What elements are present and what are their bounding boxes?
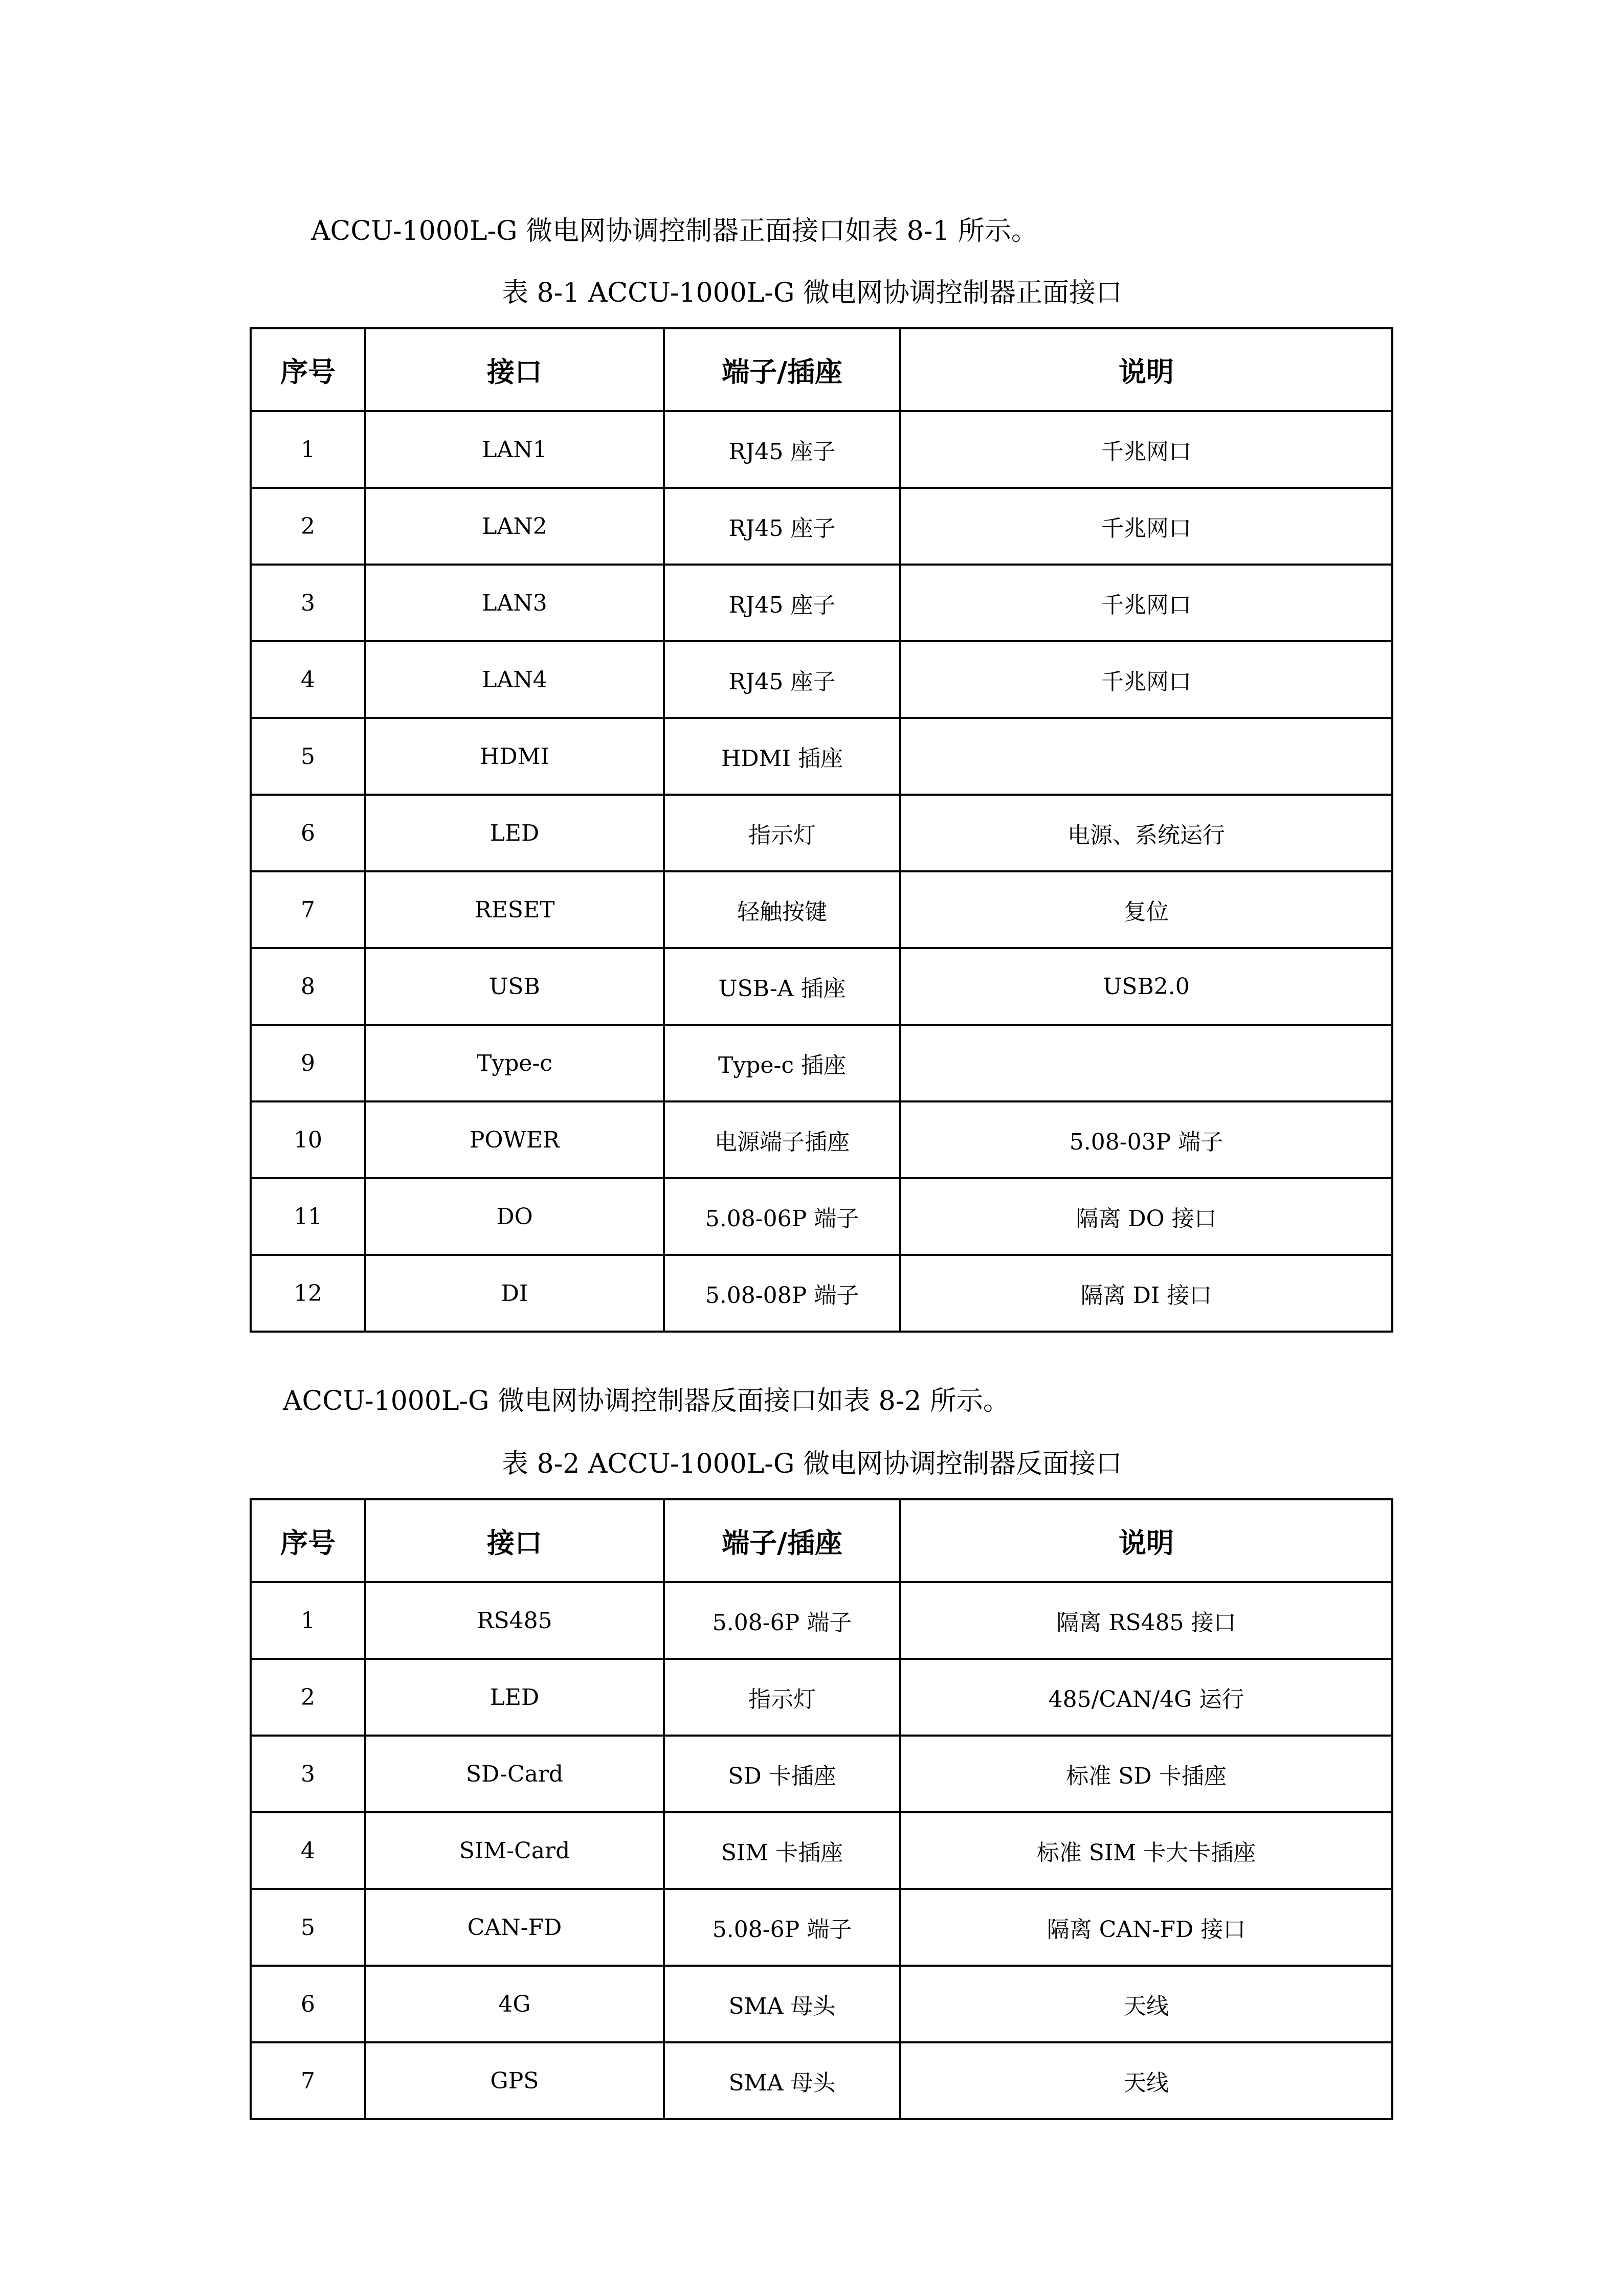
cell-index: 4 [251, 641, 365, 718]
cell-terminal: HDMI 插座 [664, 718, 900, 795]
table-row [251, 1255, 1392, 1332]
cell-terminal: RJ45 座子 [664, 411, 900, 488]
table-row [251, 718, 1392, 795]
cell-interface: DO [365, 1178, 664, 1255]
cell-description: 485/CAN/4G 运行 [900, 1659, 1392, 1736]
cell-description: 千兆网口 [900, 565, 1392, 641]
header-interface: 接口 [365, 328, 664, 411]
cell-interface: LAN1 [365, 411, 664, 488]
cell-index: 4 [251, 1812, 365, 1889]
cell-terminal: SMA 母头 [664, 2042, 900, 2119]
cell-description: 千兆网口 [900, 641, 1392, 718]
cell-terminal: RJ45 座子 [664, 565, 900, 641]
cell-index: 2 [251, 1659, 365, 1736]
cell-terminal: SIM 卡插座 [664, 1812, 900, 1889]
cell-description: 千兆网口 [900, 411, 1392, 488]
table2-caption: 表 8-2 ACCU-1000L-G 微电网协调控制器反面接口 [502, 1449, 1122, 1479]
cell-interface: DI [365, 1255, 664, 1332]
header-terminal: 端子/插座 [664, 1499, 900, 1582]
cell-interface: LED [365, 795, 664, 871]
cell-index: 1 [251, 411, 365, 488]
cell-description: 5.08-03P 端子 [900, 1101, 1392, 1178]
cell-terminal: 轻触按键 [664, 871, 900, 948]
table-row [251, 2042, 1392, 2119]
table-row [251, 1178, 1392, 1255]
cell-terminal: SD 卡插座 [664, 1736, 900, 1812]
cell-interface: LAN2 [365, 488, 664, 565]
cell-index: 1 [251, 1582, 365, 1659]
cell-description: 隔离 RS485 接口 [900, 1582, 1392, 1659]
cell-interface: RS485 [365, 1582, 664, 1659]
cell-description: 隔离 DO 接口 [900, 1178, 1392, 1255]
cell-description: 标准 SIM 卡大卡插座 [900, 1812, 1392, 1889]
cell-terminal: 电源端子插座 [664, 1101, 900, 1178]
table-row [251, 1966, 1392, 2042]
cell-index: 10 [251, 1101, 365, 1178]
cell-terminal: SMA 母头 [664, 1966, 900, 2042]
table-row [251, 1025, 1392, 1101]
cell-index: 11 [251, 1178, 365, 1255]
cell-index: 5 [251, 1889, 365, 1966]
header-index: 序号 [251, 328, 365, 411]
cell-terminal: 5.08-6P 端子 [664, 1889, 900, 1966]
cell-interface: CAN-FD [365, 1889, 664, 1966]
cell-terminal: RJ45 座子 [664, 488, 900, 565]
cell-interface: POWER [365, 1101, 664, 1178]
cell-index: 5 [251, 718, 365, 795]
table-row [251, 411, 1392, 488]
front-interface-table [250, 327, 1393, 1333]
cell-terminal: 指示灯 [664, 1659, 900, 1736]
cell-description [900, 718, 1392, 795]
cell-terminal: 指示灯 [664, 795, 900, 871]
table-row [251, 1812, 1392, 1889]
cell-description: 复位 [900, 871, 1392, 948]
header-terminal: 端子/插座 [664, 328, 900, 411]
header-description: 说明 [900, 328, 1392, 411]
cell-terminal: USB-A 插座 [664, 948, 900, 1025]
cell-interface: USB [365, 948, 664, 1025]
rear-interface-table [250, 1498, 1393, 2120]
cell-index: 12 [251, 1255, 365, 1332]
cell-interface: RESET [365, 871, 664, 948]
cell-interface: LAN3 [365, 565, 664, 641]
table-header-row [251, 1499, 1392, 1582]
cell-terminal: Type-c 插座 [664, 1025, 900, 1101]
cell-terminal: RJ45 座子 [664, 641, 900, 718]
table-header-row [251, 328, 1392, 411]
cell-index: 3 [251, 565, 365, 641]
cell-description: 天线 [900, 1966, 1392, 2042]
cell-description: 标准 SD 卡插座 [900, 1736, 1392, 1812]
table-row [251, 1889, 1392, 1966]
table-row [251, 1736, 1392, 1812]
cell-index: 9 [251, 1025, 365, 1101]
section2-intro: ACCU-1000L-G 微电网协调控制器反面接口如表 8-2 所示。 [283, 1386, 1010, 1416]
header-index: 序号 [251, 1499, 365, 1582]
cell-interface: GPS [365, 2042, 664, 2119]
table-row [251, 948, 1392, 1025]
cell-interface: LAN4 [365, 641, 664, 718]
cell-description: 隔离 DI 接口 [900, 1255, 1392, 1332]
cell-interface: HDMI [365, 718, 664, 795]
cell-description: 隔离 CAN-FD 接口 [900, 1889, 1392, 1966]
table-row [251, 1659, 1392, 1736]
section1-intro: ACCU-1000L-G 微电网协调控制器正面接口如表 8-1 所示。 [311, 216, 1038, 246]
cell-interface: LED [365, 1659, 664, 1736]
cell-terminal: 5.08-6P 端子 [664, 1582, 900, 1659]
cell-index: 7 [251, 2042, 365, 2119]
header-interface: 接口 [365, 1499, 664, 1582]
cell-description: 天线 [900, 2042, 1392, 2119]
cell-interface: SIM-Card [365, 1812, 664, 1889]
cell-index: 8 [251, 948, 365, 1025]
table-row [251, 641, 1392, 718]
cell-index: 2 [251, 488, 365, 565]
cell-index: 6 [251, 795, 365, 871]
cell-terminal: 5.08-06P 端子 [664, 1178, 900, 1255]
cell-terminal: 5.08-08P 端子 [664, 1255, 900, 1332]
cell-index: 6 [251, 1966, 365, 2042]
cell-index: 7 [251, 871, 365, 948]
table-row [251, 795, 1392, 871]
table-row [251, 1101, 1392, 1178]
cell-interface: Type-c [365, 1025, 664, 1101]
cell-description: 千兆网口 [900, 488, 1392, 565]
cell-description: 电源、系统运行 [900, 795, 1392, 871]
cell-description [900, 1025, 1392, 1101]
cell-interface: SD-Card [365, 1736, 664, 1812]
table-row [251, 1582, 1392, 1659]
table-row [251, 871, 1392, 948]
cell-interface: 4G [365, 1966, 664, 2042]
table-row [251, 488, 1392, 565]
cell-index: 3 [251, 1736, 365, 1812]
table1-caption: 表 8-1 ACCU-1000L-G 微电网协调控制器正面接口 [502, 278, 1122, 308]
table-row [251, 565, 1392, 641]
cell-description: USB2.0 [900, 948, 1392, 1025]
header-description: 说明 [900, 1499, 1392, 1582]
